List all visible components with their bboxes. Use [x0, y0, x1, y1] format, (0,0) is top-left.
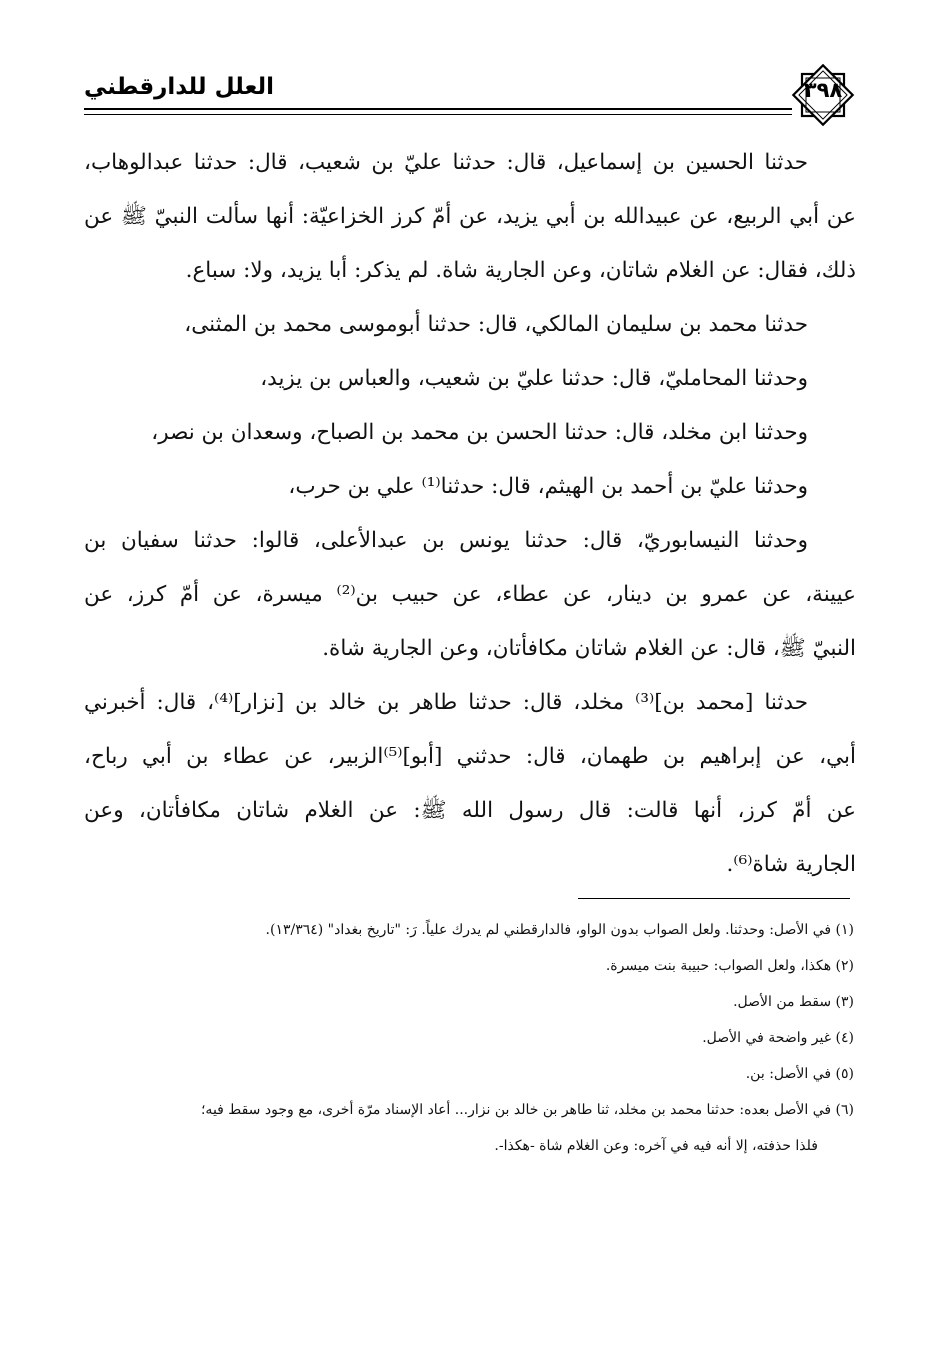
text-line: عيينة، عن عمرو بن دينار، عن عطاء، عن حبيب بن⁽²⁾ ميسرة، عن أمّ كرز، عن — [84, 582, 856, 607]
text-line: حدثنا محمد بن سليمان المالكي، قال: حدثنا أبوموسى محمد بن المثنى، — [184, 312, 808, 337]
page-header — [84, 64, 856, 126]
footnote: (٣) سقط من الأصل. — [733, 994, 854, 1010]
text-line: وحدثنا عليّ بن أحمد بن الهيثم، قال: حدثنا⁽¹⁾ علي بن حرب، — [288, 474, 808, 499]
text-line: وحدثنا المحامليّ، قال: حدثنا عليّ بن شعيب، والعباس بن يزيد، — [260, 366, 808, 391]
footnote: (٦) في الأصل بعده: حدثنا محمد بن مخلد، ثنا طاهر بن خالد بن نزار... أعاد الإسناد مرّة أخرى، مع وجود سقط فيه؛ — [200, 1102, 854, 1118]
footnote-separator — [578, 898, 850, 899]
text-line: ذلك، فقال: عن الغلام شاتان، وعن الجارية شاة. لم يذكر: أبا يزيد، ولا: سباع. — [185, 258, 856, 283]
text-line: وحدثنا النيسابوريّ، قال: حدثنا يونس بن عبدالأعلى، قالوا: حدثنا سفيان بن — [84, 528, 808, 553]
main-text — [84, 136, 856, 892]
book-title: العلل للدارقطني — [84, 74, 274, 100]
text-line: الجارية شاة⁽⁶⁾. — [726, 852, 856, 877]
footnotes — [84, 912, 854, 1164]
page-number-badge — [790, 64, 856, 126]
text-line: أبي، عن إبراهيم بن طهمان، قال: حدثني [أبو]⁽⁵⁾الزبير، عن عطاء بن أبي رباح، — [84, 744, 856, 769]
text-line: عن أبي الربيع، عن عبيدالله بن أبي يزيد، عن أمّ كرز الخزاعيّة: أنها سألت النبيّ ﷺ عن — [84, 204, 856, 229]
footnote-continuation: فلذا حذفته، إلا أنه فيه في آخره: وعن الغلام شاة -هكذا-. — [494, 1138, 818, 1154]
text-line: حدثنا [محمد بن]⁽³⁾ مخلد، قال: حدثنا طاهر بن خالد بن [نزار]⁽⁴⁾، قال: أخبرني — [84, 690, 808, 715]
footnote: (٢) هكذا، ولعل الصواب: حبيبة بنت ميسرة. — [605, 958, 854, 974]
footnote: (٤) غير واضحة في الأصل. — [702, 1030, 854, 1046]
footnote: (٥) في الأصل: بن. — [745, 1066, 854, 1082]
header-rule-thin — [84, 114, 792, 115]
text-line: وحدثنا ابن مخلد، قال: حدثنا الحسن بن محمد بن الصباح، وسعدان بن نصر، — [151, 420, 808, 445]
text-line: عن أمّ كرز، أنها قالت: قال رسول الله ﷺ: عن الغلام شاتان مكافأتان، وعن — [84, 798, 856, 823]
text-line: النبيّ ﷺ، قال: عن الغلام شاتان مكافأتان، وعن الجارية شاة. — [322, 636, 856, 661]
header-rule-thick — [84, 108, 792, 110]
text-line: حدثنا الحسين بن إسماعيل، قال: حدثنا عليّ بن شعيب، قال: حدثنا عبدالوهاب، — [84, 150, 808, 175]
footnote: (١) في الأصل: وحدثنا. ولعل الصواب بدون الواو، فالدارقطني لم يدرك علياً. رَ: "تاريخ بغداد" (١٣/٣٦٤). — [265, 922, 854, 938]
page-number: ٣٩٨ — [803, 78, 843, 102]
